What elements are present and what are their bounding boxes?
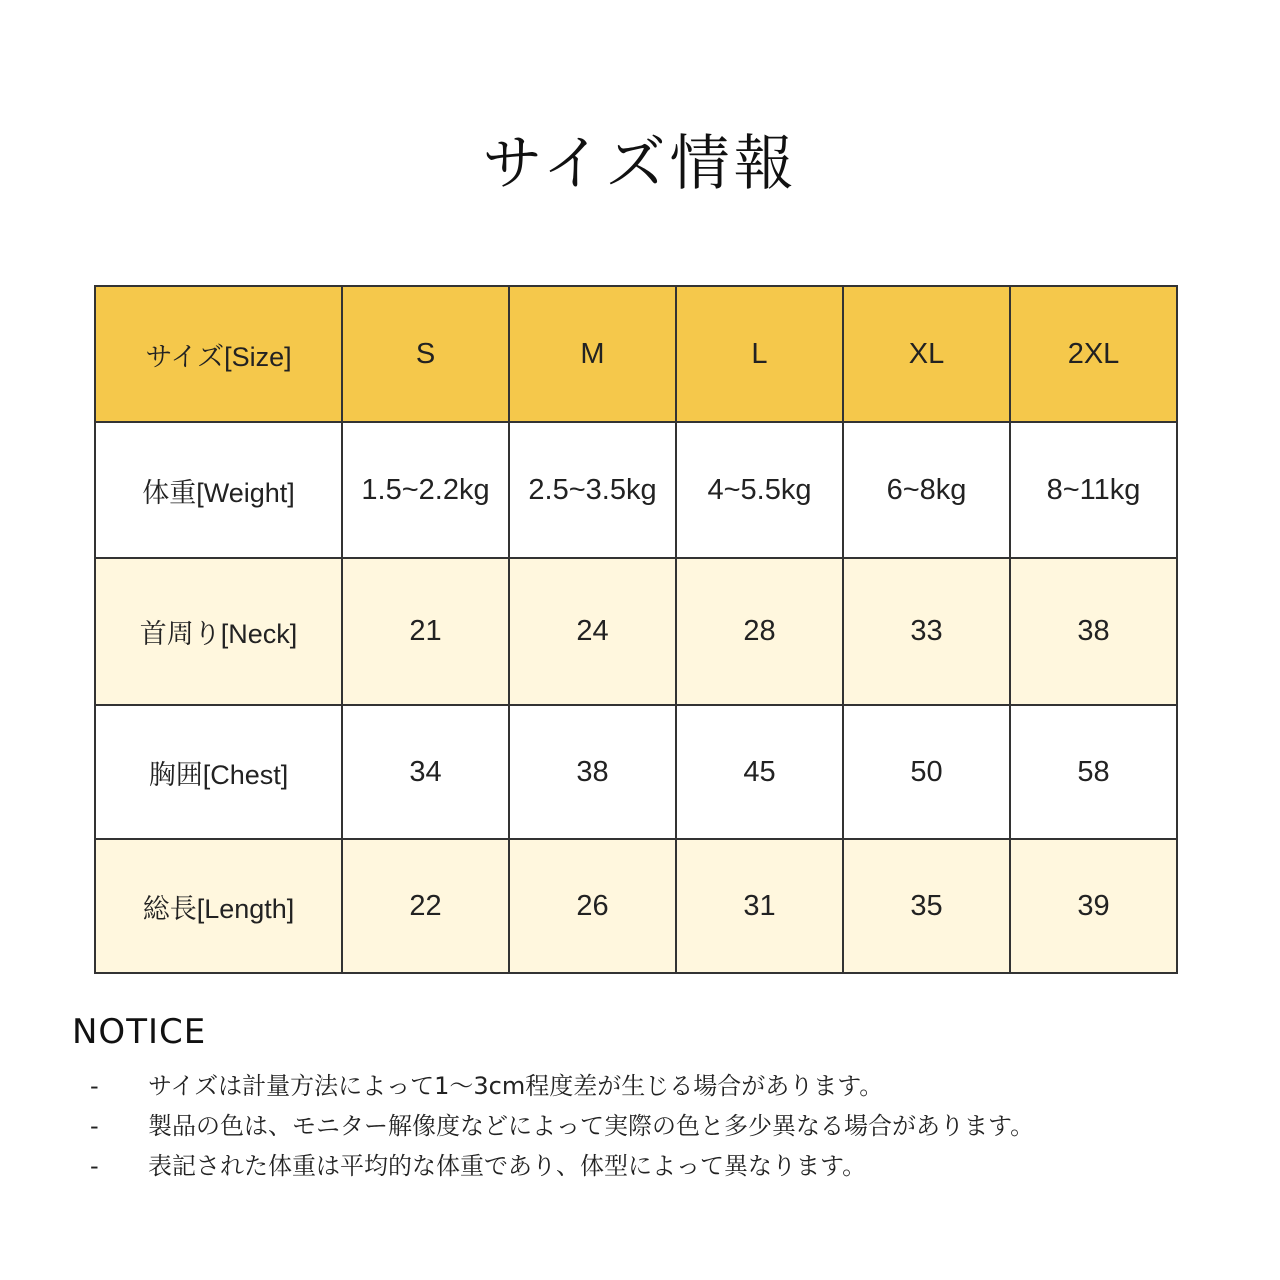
neck-l: 28 <box>676 558 843 705</box>
chest-row <box>95 705 1177 839</box>
notice-section <box>72 1010 1252 1186</box>
size-header-label: サイズ[Size] <box>95 286 342 422</box>
weight-l: 4~5.5kg <box>676 422 843 558</box>
neck-s: 21 <box>342 558 509 705</box>
chest-label: 胸囲[Chest] <box>95 705 342 839</box>
size-header-s: S <box>342 286 509 422</box>
notice-bullet: - <box>90 1152 99 1180</box>
weight-label: 体重[Weight] <box>95 422 342 558</box>
weight-xl: 6~8kg <box>843 422 1010 558</box>
table-header-row <box>95 286 1177 422</box>
size-header-xl: XL <box>843 286 1010 422</box>
chest-xl: 50 <box>843 705 1010 839</box>
neck-label: 首周り[Neck] <box>95 558 342 705</box>
notice-item-text: 表記された体重は平均的な体重であり、体型によって異なります。 <box>148 1152 867 1180</box>
chest-2xl: 58 <box>1010 705 1177 839</box>
weight-2xl: 8~11kg <box>1010 422 1177 558</box>
weight-s: 1.5~2.2kg <box>342 422 509 558</box>
weight-row <box>95 422 1177 558</box>
length-s: 22 <box>342 839 509 973</box>
length-l: 31 <box>676 839 843 973</box>
neck-2xl: 38 <box>1010 558 1177 705</box>
notice-item-text: 製品の色は、モニター解像度などによって実際の色と多少異なる場合があります。 <box>148 1112 1035 1140</box>
size-header-2xl: 2XL <box>1010 286 1177 422</box>
length-label: 総長[Length] <box>95 839 342 973</box>
notice-item <box>72 1146 1252 1186</box>
weight-m: 2.5~3.5kg <box>509 422 676 558</box>
notice-item-text: サイズは計量方法によって1～3cm程度差が生じる場合があります。 <box>148 1072 884 1100</box>
size-table <box>94 285 1178 974</box>
length-2xl: 39 <box>1010 839 1177 973</box>
size-header-m: M <box>509 286 676 422</box>
length-row <box>95 839 1177 973</box>
notice-bullet: - <box>90 1112 99 1140</box>
neck-m: 24 <box>509 558 676 705</box>
chest-m: 38 <box>509 705 676 839</box>
length-xl: 35 <box>843 839 1010 973</box>
neck-row <box>95 558 1177 705</box>
length-m: 26 <box>509 839 676 973</box>
notice-bullet: - <box>90 1072 99 1100</box>
notice-item <box>72 1106 1252 1146</box>
neck-xl: 33 <box>843 558 1010 705</box>
page-title: サイズ情報 <box>482 129 798 199</box>
chest-s: 34 <box>342 705 509 839</box>
notice-title: NOTICE <box>72 1012 207 1052</box>
chest-l: 45 <box>676 705 843 839</box>
size-header-l: L <box>676 286 843 422</box>
notice-item <box>72 1066 1252 1106</box>
